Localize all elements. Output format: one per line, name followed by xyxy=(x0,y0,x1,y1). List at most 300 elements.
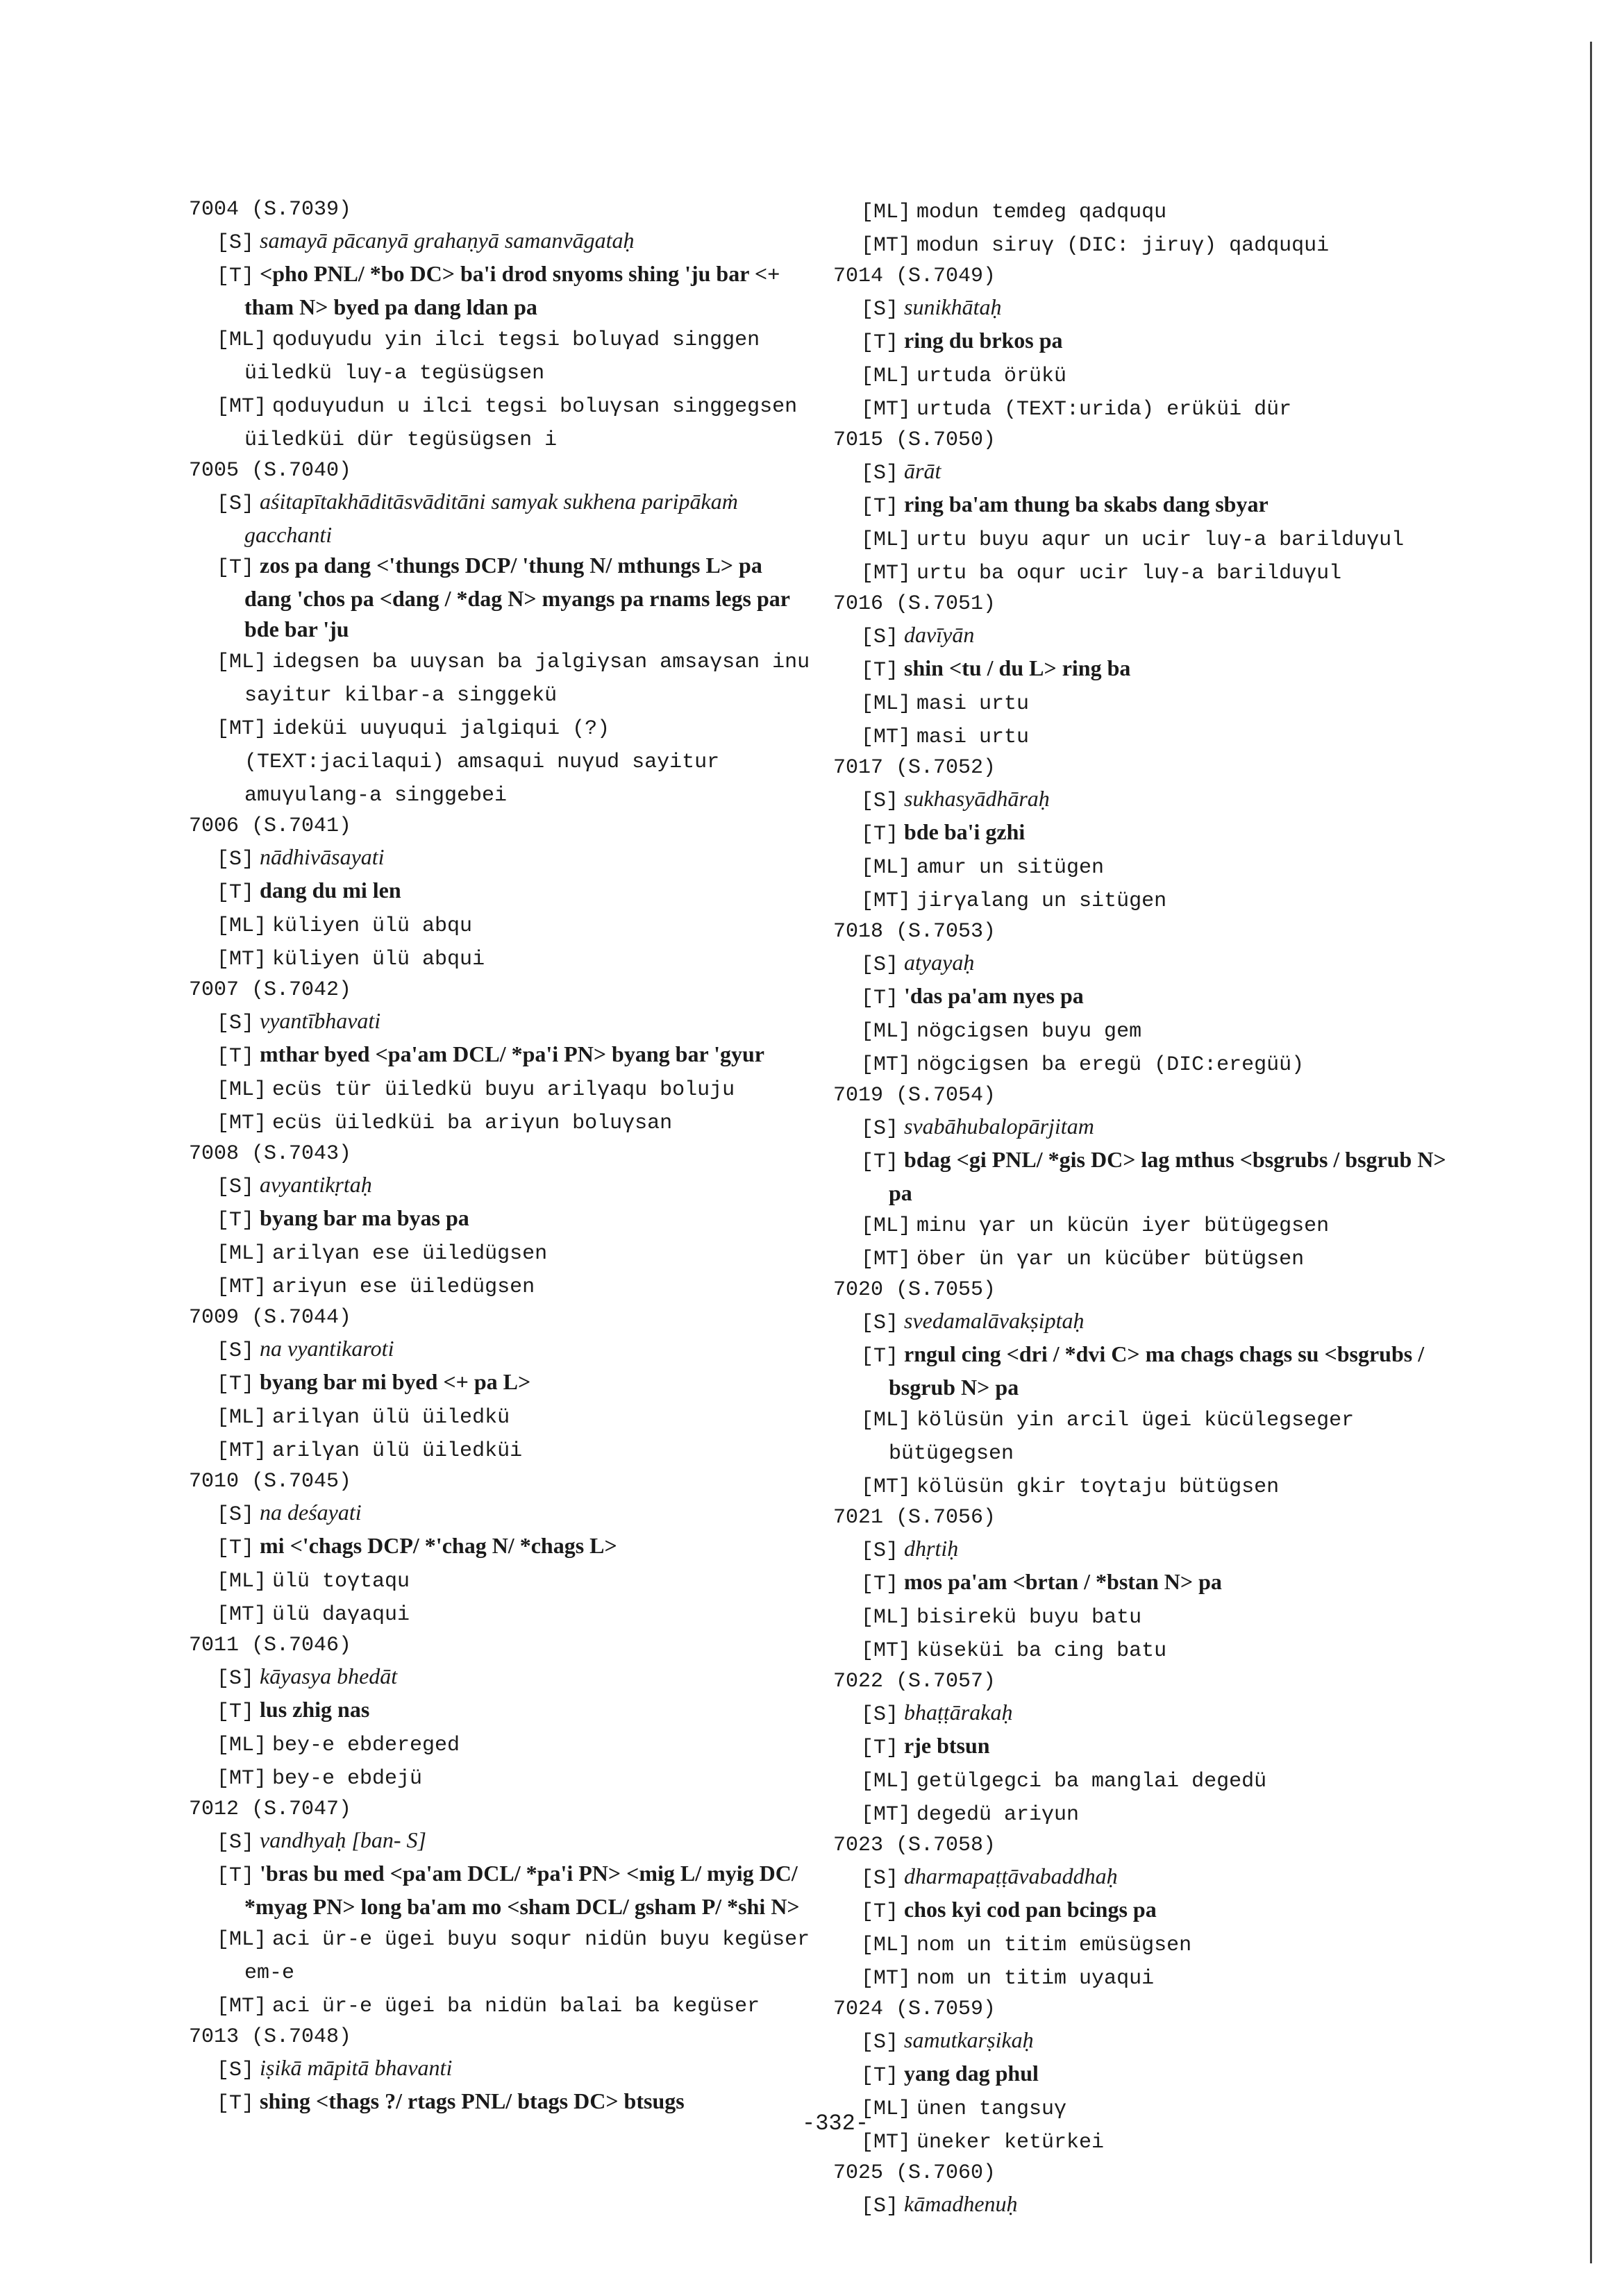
entry-line xyxy=(217,1005,814,1039)
entry-line xyxy=(861,1861,1472,1894)
line-tag: [T] xyxy=(861,1573,899,1596)
entry-line xyxy=(217,1661,814,1694)
line-tag: [T] xyxy=(217,556,255,580)
right-column xyxy=(833,194,1472,2222)
tibetan-text: <pho PNL/ *bo DC> ba'i drod snyoms shing 'ju bar <+ tham N> byed pa dang ldan pa xyxy=(244,261,780,319)
line-tag: [T] xyxy=(861,495,899,519)
line-tag: [T] xyxy=(861,1736,899,1760)
entry-line xyxy=(861,719,1472,753)
sanskrit-text: dharmapaṭṭāvabaddhaḥ xyxy=(904,1863,1118,1888)
line-tag: [T] xyxy=(217,1700,255,1724)
mongolian-text: urtu buyu aqur un ucir luγ-a barilduγul xyxy=(916,528,1405,552)
mongolian-text: arilγan ülü üiledkü xyxy=(272,1406,510,1430)
line-tag: [MT] xyxy=(217,395,267,419)
entry-line xyxy=(861,1208,1472,1241)
tibetan-text: rje btsun xyxy=(904,1733,990,1758)
sanskrit-text: na deśayati xyxy=(260,1500,362,1525)
line-tag: [S] xyxy=(861,1117,899,1141)
line-tag: [T] xyxy=(217,1536,255,1560)
mongolian-text: kölüsün gkir toγtaju bütügsen xyxy=(916,1475,1280,1499)
line-tag: [ML] xyxy=(861,1934,912,1957)
line-tag: [ML] xyxy=(217,1406,267,1430)
line-tag: [S] xyxy=(861,298,899,321)
entry-line xyxy=(217,1922,814,1988)
entry-line xyxy=(861,1600,1472,1633)
entry-line xyxy=(217,2052,814,2086)
mongolian-text: ideküi uuγuqui jalgiqui (?) (TEXT:jacilaqui) amsaqui nuγud sayitur amuγulang-a singgebei xyxy=(244,717,720,807)
mongolian-text: nögcigsen buyu gem xyxy=(916,1020,1142,1044)
line-tag: [S] xyxy=(217,2059,255,2082)
entry-number: 7006 (S.7041) xyxy=(189,814,352,838)
entry-line xyxy=(861,1894,1472,1927)
entry-number: 7008 (S.7043) xyxy=(189,1142,352,1166)
line-tag: [S] xyxy=(861,953,899,977)
mongolian-text: amur un sitügen xyxy=(916,856,1105,880)
tibetan-text: mthar byed <pa'am DCL/ *pa'i PN> byang bar 'gyur xyxy=(260,1041,764,1066)
dictionary-entry xyxy=(833,261,1472,425)
tibetan-text: shing <thags ?/ rtags PNL/ btags DC> btsugs xyxy=(260,2088,685,2113)
line-tag: [ML] xyxy=(861,528,912,552)
line-tag: [T] xyxy=(861,331,899,355)
line-tag: [T] xyxy=(861,659,899,682)
mongolian-text: jirγalang un sitügen xyxy=(916,889,1167,913)
line-tag: [MT] xyxy=(861,562,912,585)
entry-line xyxy=(861,522,1472,555)
entry-number: 7023 (S.7058) xyxy=(833,1834,996,1857)
sanskrit-text: kāyasya bhedāt xyxy=(260,1664,398,1689)
sanskrit-text: bhaṭṭārakaḥ xyxy=(904,1700,1013,1725)
entry-line xyxy=(861,1566,1472,1600)
line-tag: [MT] xyxy=(861,2131,912,2154)
entry-line xyxy=(861,2058,1472,2091)
line-tag: [S] xyxy=(217,848,255,871)
line-tag: [ML] xyxy=(861,2097,912,2121)
entry-number: 7004 (S.7039) xyxy=(189,198,352,221)
entry-line xyxy=(861,1730,1472,1763)
line-tag: [T] xyxy=(217,1864,255,1888)
entry-line xyxy=(861,194,1472,228)
entry-number: 7014 (S.7049) xyxy=(833,265,996,288)
entry-line xyxy=(861,1797,1472,1830)
line-tag: [MT] xyxy=(861,1475,912,1499)
sanskrit-text: samutkarṣikaḥ xyxy=(904,2027,1034,2052)
line-tag: [S] xyxy=(861,1312,899,1335)
mongolian-text: bey-e ebdereged xyxy=(272,1734,460,1757)
entry-line xyxy=(861,1339,1472,1402)
line-tag: [T] xyxy=(217,1373,255,1396)
mongolian-text: getülgegci ba manglai degedü xyxy=(916,1770,1267,1793)
sanskrit-text: vyantībhavati xyxy=(260,1008,381,1033)
entry-line xyxy=(217,644,814,711)
mongolian-text: nom un titim uyaqui xyxy=(916,1967,1155,1991)
entry-line xyxy=(861,686,1472,719)
line-tag: [S] xyxy=(217,231,255,255)
line-tag: [MT] xyxy=(217,1767,267,1791)
entry-line xyxy=(217,875,814,908)
line-tag: [T] xyxy=(861,1345,899,1368)
tibetan-text: byang bar ma byas pa xyxy=(260,1205,469,1230)
line-tag: [S] xyxy=(217,1175,255,1199)
dictionary-entry xyxy=(833,1275,1472,1502)
entry-number: 7017 (S.7052) xyxy=(833,756,996,780)
entry-number: 7025 (S.7060) xyxy=(833,2161,996,2185)
line-tag: [ML] xyxy=(861,1214,912,1238)
tibetan-text: byang bar mi byed <+ pa L> xyxy=(260,1369,531,1394)
dictionary-entry xyxy=(833,589,1472,753)
line-tag: [S] xyxy=(217,1012,255,1035)
entry-line xyxy=(861,1014,1472,1047)
line-tag: [ML] xyxy=(861,856,912,880)
dictionary-entry xyxy=(189,455,814,811)
entry-number: 7010 (S.7045) xyxy=(189,1470,352,1493)
mongolian-text: nögcigsen ba eregü (DIC:eregüü) xyxy=(916,1053,1305,1077)
sanskrit-text: kāmadhenuḥ xyxy=(904,2191,1018,2216)
sanskrit-text: sunikhātaḥ xyxy=(904,294,1002,319)
line-tag: [MT] xyxy=(861,1248,912,1271)
entry-number: 7015 (S.7050) xyxy=(833,428,996,452)
line-tag: [ML] xyxy=(861,1020,912,1044)
entry-line xyxy=(861,1927,1472,1961)
mongolian-text: aci ür-e ügei buyu soqur nidün buyu kegüser em-e xyxy=(244,1928,810,1985)
line-tag: [S] xyxy=(861,462,899,485)
entry-line xyxy=(217,1039,814,1072)
line-tag: [ML] xyxy=(861,692,912,716)
entry-number: 7019 (S.7054) xyxy=(833,1084,996,1107)
mongolian-text: ecüs tür üiledkü buyu arilγaqu boluju xyxy=(272,1078,735,1102)
entry-line xyxy=(861,1697,1472,1730)
entry-line xyxy=(217,1761,814,1794)
entry-line xyxy=(861,1763,1472,1797)
sanskrit-text: iṣikā māpitā bhavanti xyxy=(260,2055,453,2080)
mongolian-text: bey-e ebdejü xyxy=(272,1767,423,1791)
line-tag: [ML] xyxy=(217,651,267,674)
entry-number: 7007 (S.7042) xyxy=(189,978,352,1002)
tibetan-text: 'das pa'am nyes pa xyxy=(904,983,1084,1008)
tibetan-text: ring du brkos pa xyxy=(904,328,1063,353)
entry-line xyxy=(217,225,814,258)
dictionary-entry xyxy=(833,753,1472,916)
entry-number: 7018 (S.7053) xyxy=(833,920,996,944)
line-tag: [ML] xyxy=(217,1570,267,1593)
mongolian-text: ariγun ese üiledügsen xyxy=(272,1275,535,1299)
entry-line xyxy=(217,1564,814,1597)
mongolian-text: masi urtu xyxy=(916,726,1030,749)
line-tag: [MT] xyxy=(217,1439,267,1463)
sanskrit-text: samayā pācanyā grahaṇyā samanvāgataḥ xyxy=(260,228,635,253)
page-number: -332- xyxy=(802,2111,869,2136)
entry-line xyxy=(861,2125,1472,2158)
mongolian-text: urtu ba oqur ucir luγ-a barilduγul xyxy=(916,562,1342,585)
entry-line xyxy=(861,325,1472,358)
entry-line xyxy=(861,1402,1472,1469)
line-tag: [T] xyxy=(217,2092,255,2115)
entry-line xyxy=(861,816,1472,850)
tibetan-text: zos pa dang <'thungs DCP/ 'thung N/ mthungs L> pa dang 'chos pa <dang / *dag N> myangs pa rnams legs par bde bar 'ju xyxy=(244,553,790,642)
mongolian-text: öber ün γar un kücüber bütügsen xyxy=(916,1248,1305,1271)
mongolian-text: küliyen ülü abqui xyxy=(272,948,485,971)
mongolian-text: urtuda (TEXT:urida) erüküi dür xyxy=(916,398,1292,421)
dictionary-entry xyxy=(833,1502,1472,1666)
sanskrit-text: ārāt xyxy=(904,458,941,483)
sanskrit-text: avyantikṛtaḥ xyxy=(260,1172,372,1197)
entry-line xyxy=(217,1530,814,1564)
mongolian-text: qoduγudu yin ilci tegsi boluγad singgen üiledkü luγ-a tegüsügsen xyxy=(244,328,760,385)
entry-line xyxy=(217,1269,814,1302)
sanskrit-text: dhṛtiḥ xyxy=(904,1536,959,1561)
tibetan-text: dang du mi len xyxy=(260,878,401,903)
entry-line xyxy=(217,322,814,389)
line-tag: [MT] xyxy=(217,1995,267,2018)
entry-number: 7013 (S.7048) xyxy=(189,2025,352,2049)
entry-line xyxy=(217,1203,814,1236)
mongolian-text: minu γar un kücün iyer bütügegsen xyxy=(916,1214,1330,1238)
mongolian-text: degedü ariγun xyxy=(916,1803,1080,1827)
dictionary-entry xyxy=(833,194,1472,261)
entry-line xyxy=(861,2025,1472,2058)
mongolian-text: ecüs üiledküi ba ariγun boluγsan xyxy=(272,1112,673,1135)
mongolian-text: urtuda örükü xyxy=(916,364,1067,388)
mongolian-text: qoduγudun u ilci tegsi boluγsan singgegsen üiledküi dür tegüsügsen i xyxy=(244,395,798,452)
dictionary-entry xyxy=(189,811,814,975)
line-tag: [ML] xyxy=(861,201,912,224)
entry-line xyxy=(217,1236,814,1269)
entry-number: 7011 (S.7046) xyxy=(189,1634,352,1657)
entry-line xyxy=(217,1072,814,1105)
line-tag: [ML] xyxy=(861,1606,912,1629)
line-tag: [S] xyxy=(861,1867,899,1891)
line-tag: [T] xyxy=(217,1209,255,1232)
line-tag: [MT] xyxy=(861,398,912,421)
line-tag: [ML] xyxy=(217,1928,267,1952)
sanskrit-text: atyayaḥ xyxy=(904,950,975,975)
entry-line xyxy=(217,1694,814,1727)
mongolian-text: ünen tangsuγ xyxy=(916,2097,1067,2121)
entry-number: 7021 (S.7056) xyxy=(833,1506,996,1530)
entry-number: 7022 (S.7057) xyxy=(833,1670,996,1693)
line-tag: [T] xyxy=(861,823,899,846)
tibetan-text: 'bras bu med <pa'am DCL/ *pa'i PN> <mig L/ myig DC/ *myag PN> long ba'am mo <sham DCL/ gsham P/ *shi N> xyxy=(244,1861,800,1919)
entry-number: 7020 (S.7055) xyxy=(833,1278,996,1302)
dictionary-entry xyxy=(189,1794,814,2022)
tibetan-text: bde ba'i gzhi xyxy=(904,819,1026,844)
tibetan-text: bdag <gi PNL/ *gis DC> lag mthus <bsgrubs / bsgrub N> pa xyxy=(889,1147,1446,1205)
line-tag: [MT] xyxy=(217,1275,267,1299)
entry-line xyxy=(861,883,1472,916)
mongolian-text: kölüsün yin arcil ügei kücülegseger bütügegsen xyxy=(889,1409,1355,1466)
mongolian-text: küliyen ülü abqu xyxy=(272,914,473,938)
dictionary-entry xyxy=(833,1666,1472,1830)
line-tag: [ML] xyxy=(217,328,267,352)
line-tag: [S] xyxy=(861,626,899,649)
line-tag: [T] xyxy=(861,2064,899,2088)
entry-line xyxy=(861,2091,1472,2125)
dictionary-entry xyxy=(833,425,1472,589)
dictionary-entry xyxy=(189,194,814,455)
line-tag: [T] xyxy=(861,987,899,1010)
entry-line xyxy=(217,1597,814,1630)
tibetan-text: shin <tu / du L> ring ba xyxy=(904,655,1131,680)
tibetan-text: mos pa'am <brtan / *bstan N> pa xyxy=(904,1569,1222,1594)
line-tag: [MT] xyxy=(217,1603,267,1627)
entry-line xyxy=(861,947,1472,980)
line-tag: [ML] xyxy=(861,1770,912,1793)
line-tag: [S] xyxy=(861,789,899,813)
entry-line xyxy=(861,228,1472,261)
line-tag: [S] xyxy=(861,2195,899,2218)
line-tag: [S] xyxy=(861,1539,899,1563)
line-tag: [S] xyxy=(217,1667,255,1691)
mongolian-text: modun siruγ (DIC: jiruγ) qadququi xyxy=(916,234,1330,258)
line-tag: [ML] xyxy=(217,1242,267,1266)
dictionary-entry xyxy=(833,1080,1472,1275)
entry-line xyxy=(861,489,1472,522)
tibetan-text: lus zhig nas xyxy=(260,1697,370,1722)
sanskrit-text: vandhyaḥ [ban- S] xyxy=(260,1827,426,1852)
mongolian-text: arilγan ülü üiledküi xyxy=(272,1439,523,1463)
scan-edge xyxy=(1590,42,1592,2263)
entry-number: 7009 (S.7044) xyxy=(189,1306,352,1330)
line-tag: [S] xyxy=(217,1339,255,1363)
entry-line xyxy=(217,258,814,322)
entry-line xyxy=(861,2188,1472,2222)
tibetan-text: ring ba'am thung ba skabs dang sbyar xyxy=(904,492,1269,517)
tibetan-text: rngul cing <dri / *dvi C> ma chags chags su <bsgrubs / bsgrub N> pa xyxy=(889,1341,1425,1400)
sanskrit-text: aśitapītakhāditāsvāditāni samyak sukhena paripākaṁ gacchanti xyxy=(244,489,738,547)
entry-line xyxy=(861,392,1472,425)
line-tag: [MT] xyxy=(861,726,912,749)
line-tag: [MT] xyxy=(217,948,267,971)
entry-line xyxy=(217,908,814,941)
line-tag: [MT] xyxy=(861,1053,912,1077)
dictionary-entry xyxy=(189,1302,814,1466)
tibetan-text: yang dag phul xyxy=(904,2061,1039,2086)
entry-line xyxy=(217,711,814,811)
line-tag: [MT] xyxy=(861,889,912,913)
entry-line xyxy=(217,1400,814,1433)
dictionary-entry xyxy=(833,1994,1472,2158)
entry-line xyxy=(861,1144,1472,1208)
mongolian-text: üneker ketürkei xyxy=(916,2131,1105,2154)
entry-line xyxy=(217,941,814,975)
mongolian-text: ülü daγaqui xyxy=(272,1603,410,1627)
entry-number: 7016 (S.7051) xyxy=(833,592,996,616)
entry-line xyxy=(861,980,1472,1014)
mongolian-text: arilγan ese üiledügsen xyxy=(272,1242,548,1266)
sanskrit-text: davīyān xyxy=(904,622,975,647)
entry-line xyxy=(861,783,1472,816)
entry-number: 7012 (S.7047) xyxy=(189,1798,352,1821)
sanskrit-text: nādhivāsayati xyxy=(260,844,385,869)
mongolian-text: modun temdeg qadququ xyxy=(916,201,1167,224)
line-tag: [ML] xyxy=(217,914,267,938)
line-tag: [T] xyxy=(217,1045,255,1069)
sanskrit-text: sukhasyādhāraḥ xyxy=(904,786,1050,811)
line-tag: [MT] xyxy=(861,1639,912,1663)
line-tag: [ML] xyxy=(217,1078,267,1102)
entry-line xyxy=(217,486,814,550)
line-tag: [ML] xyxy=(217,1734,267,1757)
entry-line xyxy=(861,619,1472,653)
line-tag: [MT] xyxy=(217,717,267,741)
dictionary-entry xyxy=(189,1466,814,1630)
line-tag: [T] xyxy=(217,265,255,288)
entry-line xyxy=(217,1366,814,1400)
entry-line xyxy=(217,1727,814,1761)
dictionary-entry xyxy=(189,975,814,1139)
left-column xyxy=(189,194,814,2119)
entry-line xyxy=(217,1988,814,2022)
mongolian-text: küseküi ba cing batu xyxy=(916,1639,1167,1663)
line-tag: [T] xyxy=(861,1900,899,1924)
mongolian-text: bisirekü buyu batu xyxy=(916,1606,1142,1629)
sanskrit-text: na vyantikaroti xyxy=(260,1336,394,1361)
entry-line xyxy=(861,1241,1472,1275)
entry-line xyxy=(217,1433,814,1466)
line-tag: [S] xyxy=(217,1831,255,1854)
sanskrit-text: svabāhubalopārjitam xyxy=(904,1114,1094,1139)
entry-line xyxy=(217,389,814,455)
line-tag: [S] xyxy=(861,2031,899,2054)
mongolian-text: ülü toγtaqu xyxy=(272,1570,410,1593)
entry-number: 7005 (S.7040) xyxy=(189,459,352,483)
entry-line xyxy=(861,358,1472,392)
line-tag: [MT] xyxy=(861,1803,912,1827)
entry-line xyxy=(861,1533,1472,1566)
line-tag: [ML] xyxy=(861,1409,912,1432)
line-tag: [T] xyxy=(217,881,255,905)
entry-line xyxy=(217,550,814,644)
mongolian-text: masi urtu xyxy=(916,692,1030,716)
entry-line xyxy=(861,455,1472,489)
dictionary-entry xyxy=(189,2022,814,2119)
entry-line xyxy=(217,1825,814,1858)
dictionary-entry xyxy=(189,1139,814,1302)
line-tag: [S] xyxy=(217,1503,255,1527)
line-tag: [S] xyxy=(861,1703,899,1727)
dictionary-entry xyxy=(833,2158,1472,2222)
entry-line xyxy=(861,1469,1472,1502)
entry-line xyxy=(861,1633,1472,1666)
entry-line xyxy=(861,1305,1472,1339)
entry-line xyxy=(217,1333,814,1366)
line-tag: [T] xyxy=(861,1150,899,1174)
line-tag: [MT] xyxy=(861,1967,912,1991)
entry-line xyxy=(217,2086,814,2119)
entry-line xyxy=(861,555,1472,589)
entry-line xyxy=(861,292,1472,325)
dictionary-entry xyxy=(833,1830,1472,1994)
tibetan-text: chos kyi cod pan bcings pa xyxy=(904,1897,1157,1922)
line-tag: [MT] xyxy=(217,1112,267,1135)
entry-number: 7024 (S.7059) xyxy=(833,1997,996,2021)
dictionary-entry xyxy=(833,916,1472,1080)
tibetan-text: mi <'chags DCP/ *'chag N/ *chags L> xyxy=(260,1533,617,1558)
line-tag: [S] xyxy=(217,492,255,516)
entry-line xyxy=(861,1047,1472,1080)
mongolian-text: idegsen ba uuγsan ba jalgiγsan amsaγsan inu sayitur kilbar-a singgekü xyxy=(244,651,810,707)
dictionary-entry xyxy=(189,1630,814,1794)
mongolian-text: aci ür-e ügei ba nidün balai ba kegüser xyxy=(272,1995,760,2018)
entry-line xyxy=(861,1961,1472,1994)
entry-line xyxy=(217,1858,814,1922)
entry-line xyxy=(861,1111,1472,1144)
entry-line xyxy=(217,1169,814,1203)
entry-line xyxy=(217,841,814,875)
mongolian-text: nom un titim emüsügsen xyxy=(916,1934,1192,1957)
entry-line xyxy=(861,850,1472,883)
entry-line xyxy=(217,1105,814,1139)
entry-line xyxy=(861,653,1472,686)
